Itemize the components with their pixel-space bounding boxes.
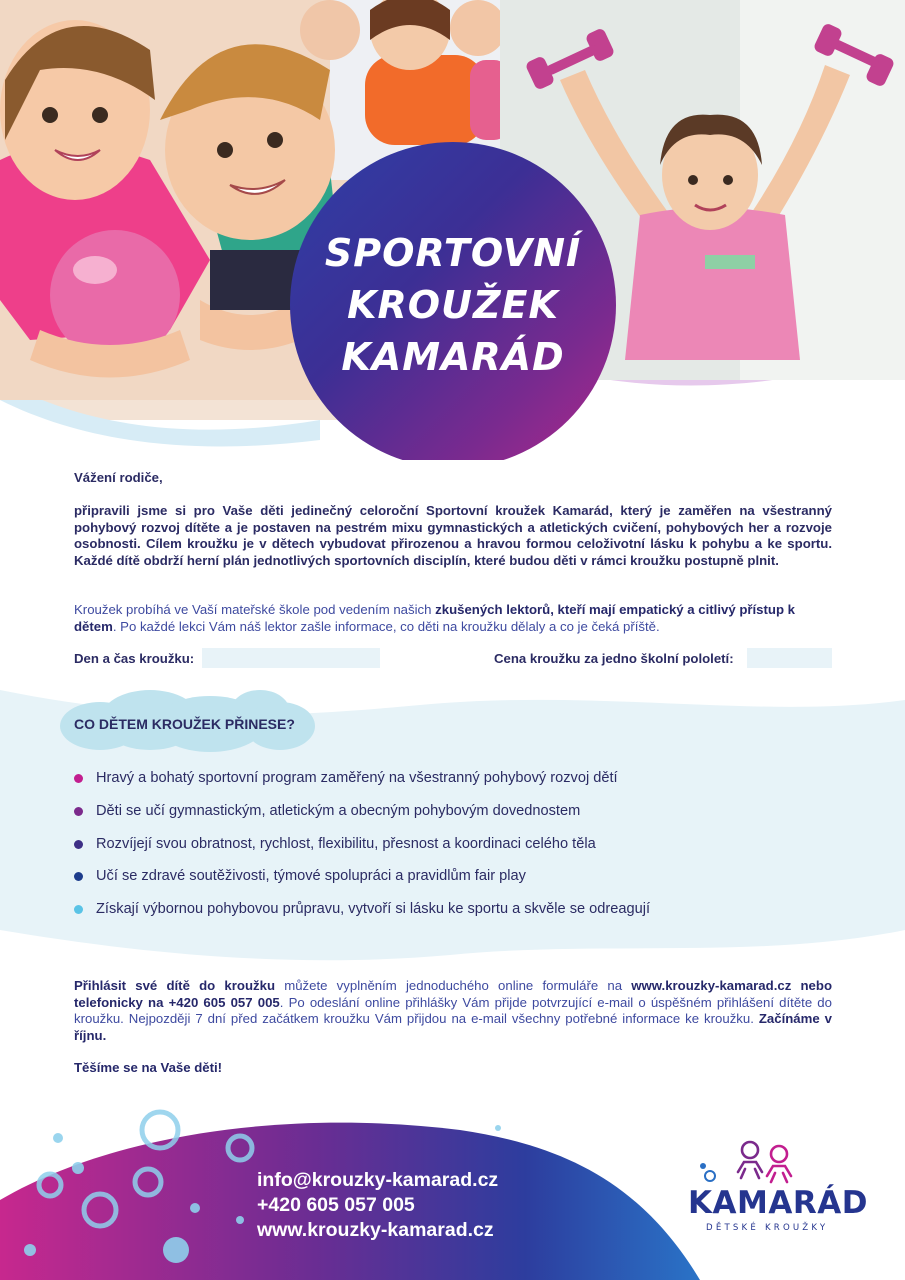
bullet-dot <box>74 807 83 816</box>
list-item <box>74 768 854 801</box>
list-item <box>74 801 854 834</box>
title-line-1: SPORTOVNÍ <box>324 231 582 275</box>
bullet-dot <box>74 905 83 914</box>
benefits-heading: CO DĚTEM KROUŽEK PŘINESE? <box>74 716 295 732</box>
hero-section <box>0 0 905 460</box>
price-field[interactable] <box>747 648 832 668</box>
greeting: Vážení rodiče, <box>74 470 163 485</box>
list-item <box>74 866 854 899</box>
closing-line: Těšíme se na Vaše děti! <box>74 1060 223 1075</box>
title-line-3: KAMARÁD <box>341 335 565 379</box>
title-line-2: KROUŽEK <box>347 283 559 327</box>
course-fields <box>74 648 832 670</box>
price-label: Cena kroužku za jedno školní pololetí: <box>494 651 734 666</box>
bullet-dot <box>74 872 83 881</box>
signup-bold-2: www.krouzky-kamarad.cz nebo telefonicky na +420 605 057 005 <box>74 978 832 1010</box>
benefits-list <box>74 768 854 932</box>
lectors-text-start: Kroužek probíhá ve Vaší mateřské škole pod vedením našich <box>74 602 436 617</box>
logo-tagline: DĚTSKÉ KROUŽKY <box>706 1223 829 1233</box>
schedule-field[interactable] <box>202 648 380 668</box>
title-badge <box>290 142 616 460</box>
logo-wordmark: KAMARÁD <box>688 1185 868 1221</box>
contact-block <box>257 1168 498 1243</box>
lectors-text-end: . Po každé lekci Vám náš lektor zašle informace, co děti na kroužku dělaly a co je čeká příště. <box>112 618 660 634</box>
benefit-text: Rozvíjejí svou obratnost, rychlost, flexibilitu, přesnost a koordinaci celého těla <box>96 835 596 852</box>
benefit-text: Děti se učí gymnastickým, atletickým a obecným pohybovým dovednostem <box>96 802 581 819</box>
signup-text-1: můžete vyplněním jednoduchého online formuláře na <box>275 978 632 993</box>
signup-bold-1: Přihlásit své dítě do kroužku <box>74 978 275 993</box>
bullet-dot <box>74 840 83 849</box>
benefit-text: Učí se zdravé soutěživosti, týmové spolupráci a pravidlům fair play <box>96 868 526 885</box>
benefit-text: Hravý a bohatý sportovní program zaměřený na všestranný pohybový rozvoj dětí <box>96 770 618 786</box>
signup-paragraph <box>74 978 832 1044</box>
bullet-dot <box>74 774 83 783</box>
contact-phone[interactable]: +420 605 057 005 <box>257 1194 415 1216</box>
signup-text-2: . Po odeslání online přihlášky Vám přijde potvrzující e-mail o úspěšném přihlášení dítěte do kroužku. Nejpozději 7 dní před začátkem kroužku Vám přijdou na e-mail všechny potřebné informace ke kroužku. <box>74 994 832 1027</box>
list-item <box>74 834 854 867</box>
intro-paragraph: připravili jsme si pro Vaše děti jedinečný celoroční Sportovní kroužek Kamarád, který je zaměřen na všestranný pohybový rozvoj dítěte a je postaven na pestrém mixu gymnastických a atletických cvičení, pohybových her a rozvoje osobnosti. Cílem kroužku je v dětech vybudovat přirozenou a hravou formou celoživotní lásku k pohybu a ke sportu. Každé dítě obdrží herní plán jednotlivých sportovních disciplín, které budou děti v rámci kroužku postupně plnit. <box>74 503 832 568</box>
signup-bold-3: Začínáme v říjnu. <box>74 1011 832 1043</box>
lectors-paragraph <box>74 602 832 635</box>
list-item <box>74 899 854 932</box>
contact-email[interactable]: info@krouzky-kamarad.cz <box>257 1169 499 1191</box>
benefit-text: Získají výbornou pohybovou průpravu, vytvoří si lásku ke sportu a skvěle se odreagují <box>96 901 651 918</box>
lectors-text-bold: zkušených lektorů, kteří mají empatický a citlivý přístup k dětem <box>74 602 796 634</box>
contact-web[interactable]: www.krouzky-kamarad.cz <box>257 1219 494 1241</box>
schedule-label: Den a čas kroužku: <box>74 651 195 666</box>
